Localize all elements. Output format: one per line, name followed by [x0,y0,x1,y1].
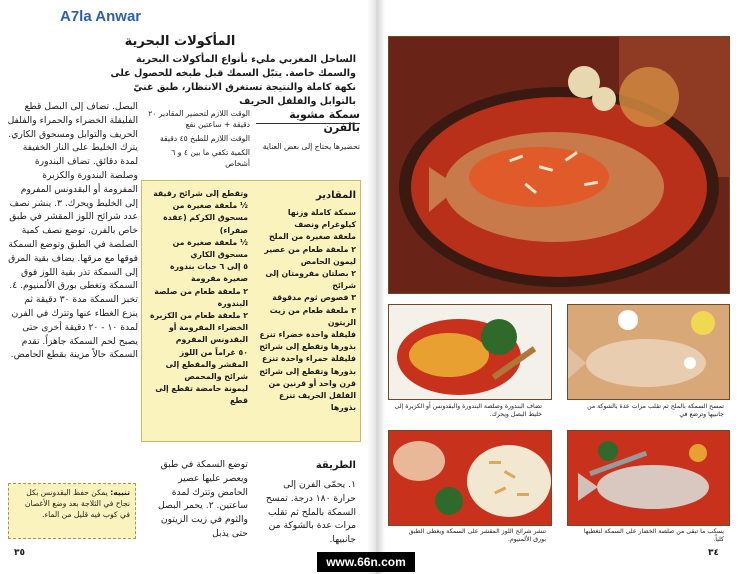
title-underline [256,123,360,124]
caption-step-2: تمسح السمكة بالملح ثم تقلب مرات عدة بالشوكة من جانبيها وترضع في [587,403,724,418]
prep-time: الوقت اللازم لتحضير المقادير ٢٠ دقيقة + ساعتين نقع [148,109,250,129]
ingredient-item: ٢ ملعقة طعام من عصير ليمون الحامض [264,244,356,266]
servings: الكمية تكفي ما بين ٤ و ٦ أشخاص [171,148,250,168]
method-steps-continued: البصل. تضاف إلى البصل قطع الفليفلة الخضراء والحمراء والفلفل الحريف والتوابل ومسحوق الكاري. يترك الخليط على النار الخفيفة لمدة دقائق. تضاف البندورة وصلصة البندورة والكزبرة المفرومة أو البقدونس المفروم إلى الخليط ويحرك. ٣. ينشر نصف عدد شرائح اللوز المقشر في طبق خاص بالفرن. توضع نصف كمية الصلصة في الطبق وتوضع السمكة فوقها مع مرقها. يضاف بقية المرق إلى السمكة تذر بقية اللوز فوق السمكة وتغطى بورق الألمنيوم. ٤. تخبز السمكة مدة ٣٠ دقيقة ثم ينزع الغطاء عنها وتترك في الفرن لمدة ١٠ - ٢٠ دقيقة أخرى حتى يصبح لحم السمكة جاهزاً. تقدم السمكة حالاً مزينة بقطع الحامض. [7,101,138,361]
ingredients-column-left [148,188,248,408]
ingredient-item: ½ ملعقة صغيرة من مسحوق الكاري [172,237,248,260]
ingredient-item: ٥ إلى ٦ حبات بندورة صغيرة مفرومة [170,262,248,284]
site-watermark: www.66n.com [317,552,415,572]
page-number-right: ٣٤ [708,548,719,558]
step-photo-almonds [388,430,552,526]
ingredient-item: ٢ بصلتان مفرومتان إلى شرائح [265,269,356,291]
tip-box [8,483,136,539]
ingredient-item: فليفلة حمراء واحدة تنزع بذورها وتقطع إلى شرائح [259,354,356,376]
ingredient-item: ٢ ملعقة طعام من صلصة البندورة [154,286,248,308]
tip-text: يمكن حفظ البقدونس بكل نجاح في الثلاجة بعد وضع الأغصان في كوب فيه قليل من الماء. [24,488,130,519]
method-heading: الطريقة [315,460,356,471]
ingredient-item: ٣ ملعقة طعام من زيت الزيتون [269,305,356,327]
page-number-left: ٣٥ [14,548,25,558]
step-photo-sauce [567,430,730,526]
intro-paragraph: الساحل المغربي مليء بأنواع المأكولات البحرية والسمك خاصة. يتبّل السمك قبل طبخه للحصول على نكهة كاملة والنتيجة تستغرق الانتظار، طبق غنيّ بالتوابل والفلفل الحريف [110,54,356,107]
ingredients-column-right [256,207,356,414]
difficulty-note: تحضيرها يحتاج إلى بعض العناية [262,142,360,151]
main-dish-photo [388,36,730,294]
method-step-2: توضع السمكة في طبق ويعصر عليها عصير الحامض وتترك لمدة ساعتين. ٢. يحمر البصل والثوم في زيت الزيتون حتى يذبل [158,459,248,539]
ingredient-item: وتقطع إلى شرائح رقيقة [153,189,248,198]
ingredient-item: قرن واحد أو قرنين من الفلفل الحريف تنزع بذورها [268,378,356,413]
ingredient-item: ليمونة حامضة تقطع إلى قطع [155,384,248,406]
brand-logo-text: A7la Anwar [60,8,142,25]
recipe-title: سمكة مشوية بالفرن [289,108,360,134]
ingredient-item: ٥٠ غراماً من اللوز المقشر والمقطع إلى شرائح والمحمص [165,347,248,382]
caption-step-1: تضاف البندورة وصلصة البندورة والبقدونس أو الكزبرة إلى خليط البصل ويحرك. [394,403,542,418]
ingredient-item: ½ ملعقة صغيرة من مسحوق الكركم (عقدة صفراء) [163,201,248,235]
method-step-1: ١. يحمّى الفرن إلى حرارة ١٨٠ درجة. تمسح السمكة بالملح ثم تقلب مرات عدة بالشوكة من جانبيها. [265,479,356,546]
tip-label: تنبيه: [110,488,130,497]
ingredient-item: سمكة كاملة وزنها كيلوغرام ونصف [287,208,356,230]
ingredients-heading: المقادير [316,190,356,201]
recipe-meta [148,108,250,172]
step-photo-salting-fish [567,304,730,400]
page-title: المأكولات البحرية [124,34,236,49]
ingredient-item: ٢ ملعقة طعام من الكزبرة الخضراء المفرومة أو البقدونس المفروم [150,311,248,345]
caption-step-3: تنشر شرائح اللوز المقشر على السمكة ويغطى الطبق بورق الألمنيوم. [408,528,546,543]
step-photo-vegetables [388,304,552,400]
cook-time: الوقت اللازم للطبخ ٤٥ دقيقة [159,134,250,143]
ingredient-item: ملعقة صغيرة من الملح [269,232,356,242]
caption-step-4: يسكب ما تبقى من صلصة الخضار على السمكة لتغطيها كلياً. [583,528,724,543]
ingredient-item: ٣ فصوص ثوم مدقوقة [272,293,356,303]
ingredient-item: فليفلة واحدة خضراء تنزع بذورها وتقطع إلى شرائح [259,330,356,352]
book-spine [367,0,385,574]
